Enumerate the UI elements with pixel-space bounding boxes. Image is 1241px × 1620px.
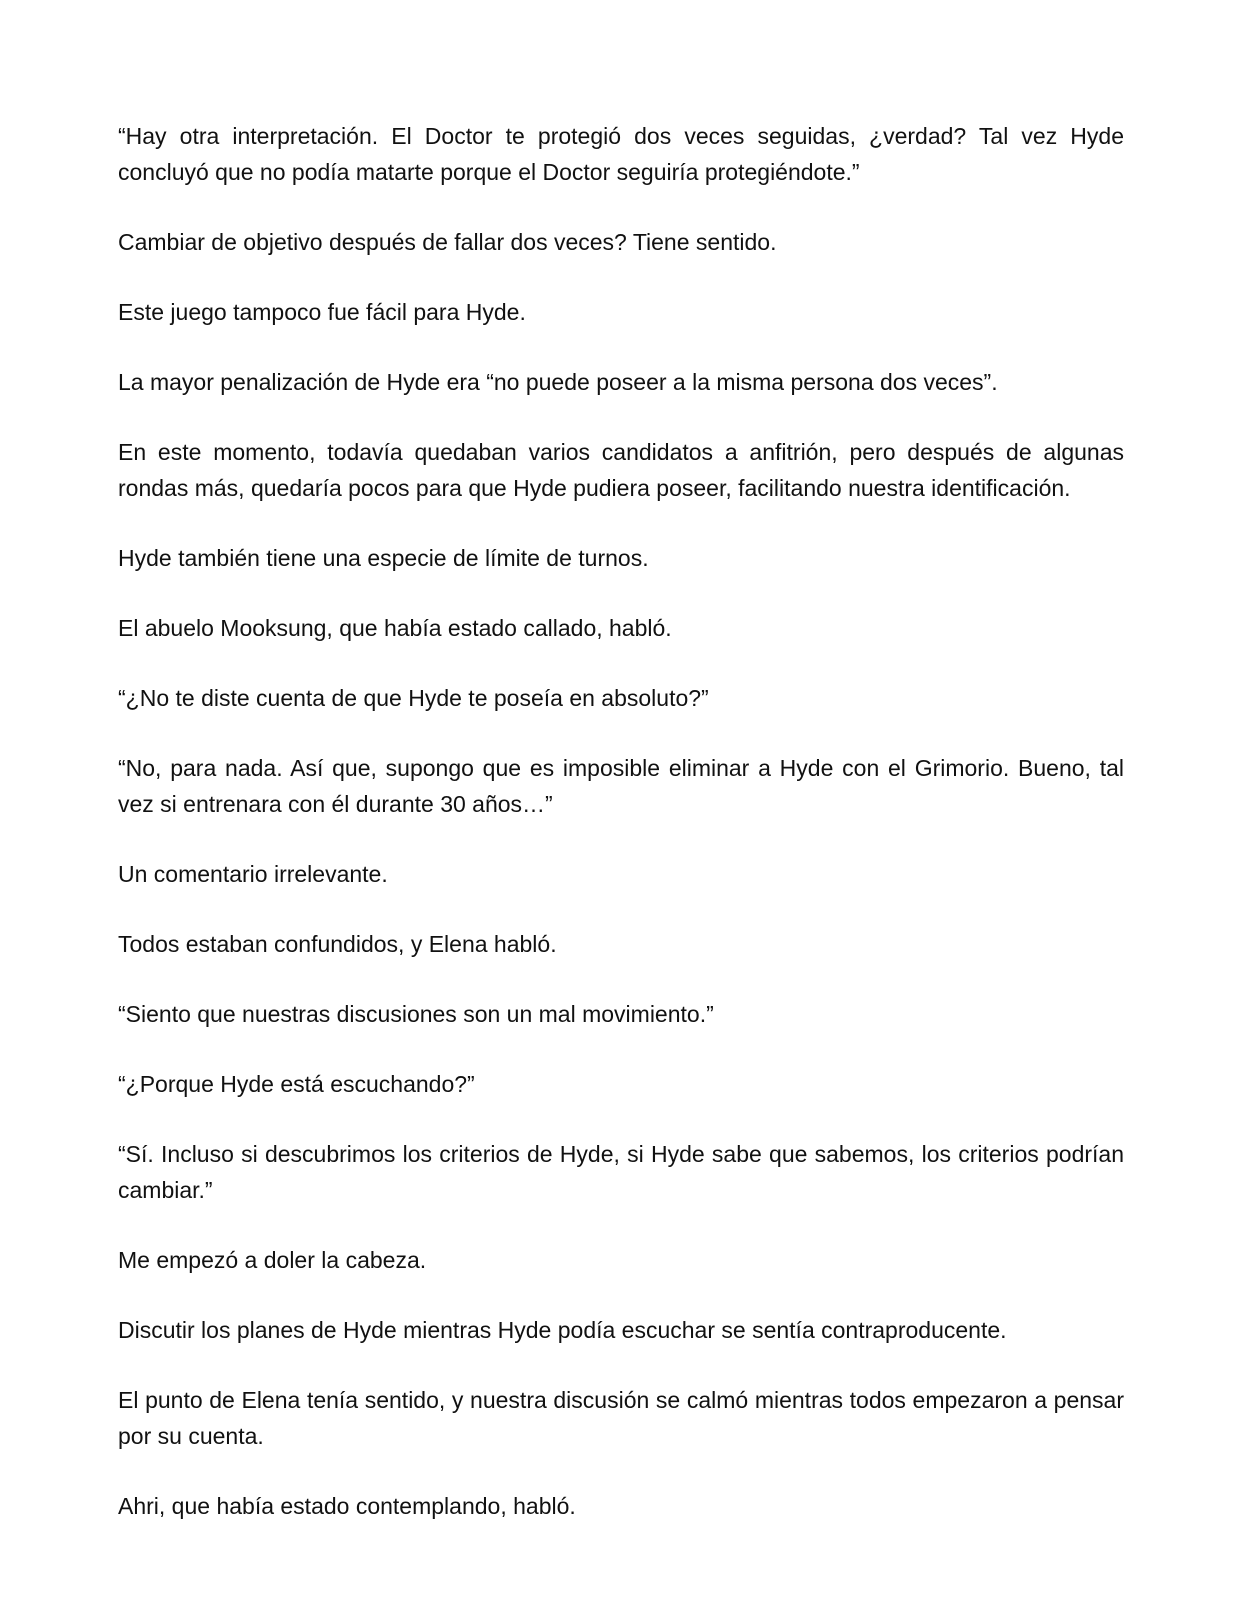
document-body [118, 118, 1124, 1558]
paragraph-4: La mayor penalización de Hyde era “no puede poseer a la misma persona dos veces”. [118, 369, 998, 395]
paragraph-1: “Hay otra interpretación. El Doctor te protegió dos veces seguidas, ¿verdad? Tal vez Hyde concluyó que no podía matarte porque el Doctor seguiría protegiéndote.” [118, 123, 1124, 185]
paragraph-6: Hyde también tiene una especie de límite de turnos. [118, 545, 649, 571]
paragraph-12: “Siento que nuestras discusiones son un mal movimiento.” [118, 1001, 714, 1027]
paragraph-16: Discutir los planes de Hyde mientras Hyde podía escuchar se sentía contraproducente. [118, 1317, 1007, 1343]
paragraph-15: Me empezó a doler la cabeza. [118, 1247, 427, 1273]
paragraph-5: En este momento, todavía quedaban varios candidatos a anfitrión, pero después de algunas rondas más, quedaría pocos para que Hyde pudiera poseer, facilitando nuestra identificación. [118, 439, 1124, 501]
paragraph-3: Este juego tampoco fue fácil para Hyde. [118, 299, 526, 325]
paragraph-18: Ahri, que había estado contemplando, habló. [118, 1493, 576, 1519]
paragraph-14: “Sí. Incluso si descubrimos los criterios de Hyde, si Hyde sabe que sabemos, los criterios podrían cambiar.” [118, 1141, 1124, 1203]
paragraph-13: “¿Porque Hyde está escuchando?” [118, 1071, 475, 1097]
paragraph-2: Cambiar de objetivo después de fallar dos veces? Tiene sentido. [118, 229, 777, 255]
paragraph-7: El abuelo Mooksung, que había estado callado, habló. [118, 615, 672, 641]
paragraph-8: “¿No te diste cuenta de que Hyde te poseía en absoluto?” [118, 685, 709, 711]
paragraph-17: El punto de Elena tenía sentido, y nuestra discusión se calmó mientras todos empezaron a pensar por su cuenta. [118, 1387, 1124, 1449]
paragraph-9: “No, para nada. Así que, supongo que es imposible eliminar a Hyde con el Grimorio. Bueno, tal vez si entrenara con él durante 30 años…” [118, 755, 1124, 817]
paragraph-10: Un comentario irrelevante. [118, 861, 388, 887]
paragraph-11: Todos estaban confundidos, y Elena habló. [118, 931, 557, 957]
